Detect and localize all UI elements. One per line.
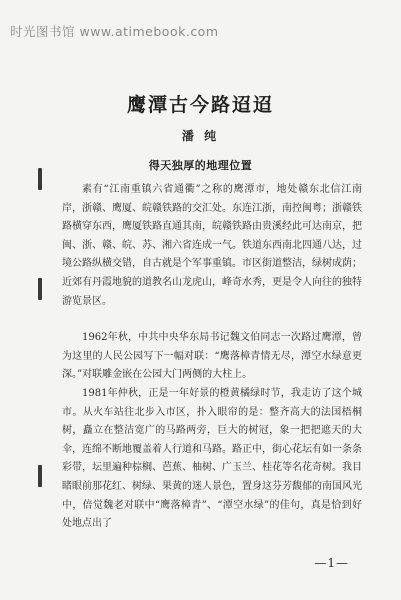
margin-mark xyxy=(38,168,42,190)
page-number: —1— xyxy=(314,556,349,570)
paragraph: 1962年秋，中共中央华东局书记魏文伯同志一次路过鹰潭，曾为这里的人民公园写下一幅对联：“鹰落樟青情无尽，潭空水绿意更深。”对联雕金嵌在公园大门两侧的大柱上。 xyxy=(62,332,362,381)
section-title: 得天独厚的地理位置 xyxy=(148,159,253,172)
paragraph: 1981年仲秋，正是一年好景的橙黄橘绿时节，我走访了这个城市。从火车站往北步入市区，扑入眼帘的是：整齐高大的法国梧桐树，矗立在整洁宽广的马路两旁，巨大的树冠，象一把把遮天的大伞，连绵不断地覆盖着人行道和马路。路正中，街心花坛有如一条条彩带，坛里遍种棕榈、芭蕉、柚树、广玉兰、桂花等名花奇树。我目睹眼前那花红、树绿、果黄的迷人景色，置身这芬芳馥郁的南国风光中，倍觉魏老对联中“鹰落樟青”、“潭空水绿”的佳句，真是恰到好处地点出了 xyxy=(62,387,362,530)
margin-mark xyxy=(38,465,42,487)
margin-mark xyxy=(38,278,42,300)
author-name: 潘 纯 xyxy=(181,129,220,143)
body-text xyxy=(62,181,362,534)
watermark: 时光图书馆 www.atimebook.com xyxy=(10,24,219,39)
paragraph: 素有“江南重镇六省通衢”之称的鹰潭市，地处赣东北信江南岸，浙赣、鹰厦、皖赣铁路的交汇处。东连江浙，南控闽粤；浙赣铁路横穿东西，鹰厦铁路直通其南，皖赣铁路由贵溪经此可达南京，把闽、浙、赣、皖、苏、湘六省连成一气。铁道东西南北四通八达，过境公路纵横交错，自古就是个军事重镇。市区街道整洁，绿树成荫；近郊有丹霞地貌的道教名山龙虎山，峰奇水秀，更是令人向往的独特游览景区。 xyxy=(62,184,362,307)
page-title: 鹰潭古今路迢迢 xyxy=(126,94,274,116)
